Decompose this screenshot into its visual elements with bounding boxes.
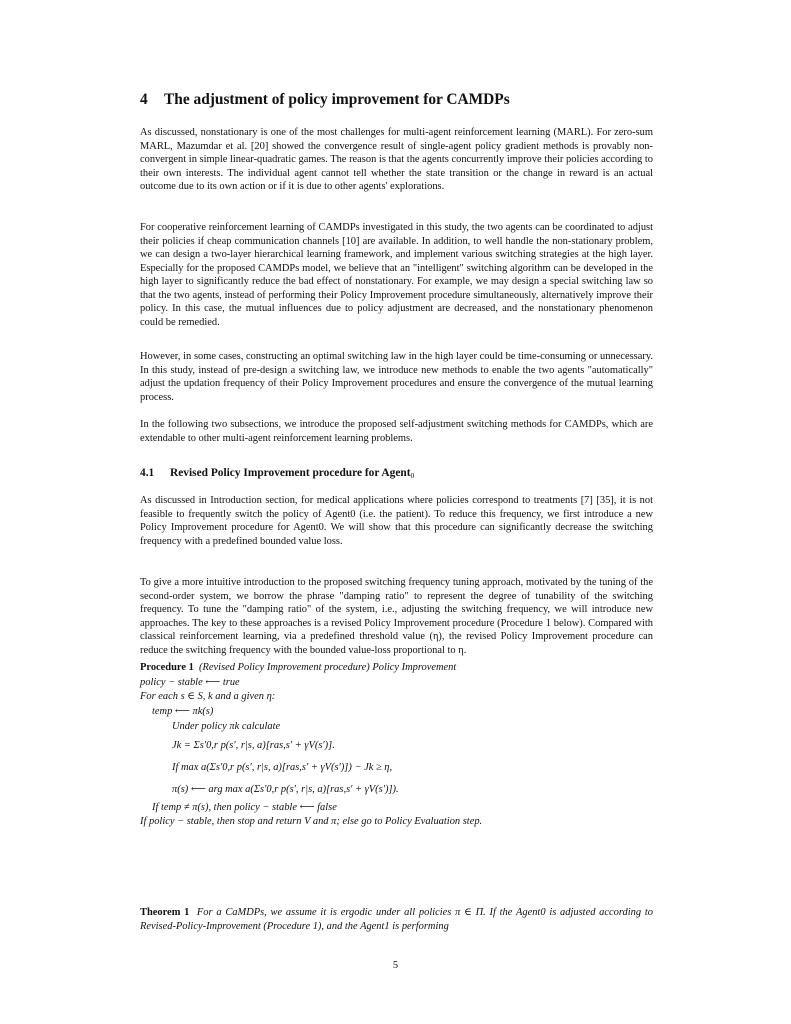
section-heading — [140, 91, 660, 109]
procedure-line: policy − stable ⟵ true — [140, 676, 240, 688]
page-number: 5 — [392, 960, 399, 971]
procedure-line: temp ⟵ πk(s) — [152, 706, 214, 718]
procedure-line: Under policy πk calculate — [172, 720, 281, 732]
paragraph-introduction: As discussed in Introduction section, for medical applications where policies correspond to treatments [7] [35], it is not feasible to frequently switch the policy of Agent0 (i.e. the patient). To reduce this frequency, we first introduce a new Policy Improvement procedure for Agent0. We will show that this procedure can significantly decrease the switching frequency with a predefined bounded value loss. — [140, 495, 653, 547]
theorem-block — [140, 906, 653, 934]
procedure-line: If temp ≠ π(s), then policy − stable ⟵ false — [152, 801, 337, 813]
procedure-label: Procedure 1 — [140, 662, 194, 673]
paragraph-intuitive: To give a more intuitive introduction to the proposed switching frequency tuning approach, motivated by the tuning of the second-order system, we borrow the phrase "damping ratio" to represent the degree of tunability of the switching frequency. To tune the "damping ratio" of the system, i.e., adjusting the switching frequency, we will introduce new approaches. The key to these approaches is a revised Policy Improvement procedure (Procedure 1 below). Compared with classical reinforcement learning, via a predefined threshold value (η), the revised Policy Improvement procedure can reduce the switching frequency with the bounded value-loss proportional to η. — [140, 577, 653, 656]
procedure-math-line: Jk = Σs′0,r p(s′, r|s, a)[ras,s′ + γV(s′)]. — [172, 739, 335, 751]
paragraph-nonstationary: As discussed, nonstationary is one of the most challenges for multi-agent reinforcement learning (MARL). For zero-sum MARL, Mazumdar et al. [20] showed the convergence result of single-agent policy gradient methods is provably non-convergent in simple linear-quadratic games. The reason is that the agents concurrently improve their policies according to their own interests. The individual agent cannot tell whether the state transition or the change in reward is an actual outcome due to its own action or if it is due to other agents' explorations. — [140, 127, 653, 193]
procedure-line: For each s ∈ S, k and a given η: — [140, 691, 276, 703]
procedure-caption: (Revised Policy Improvement procedure) Policy Improvement — [199, 662, 457, 673]
procedure-header — [140, 661, 660, 676]
paragraph-however: However, in some cases, constructing an optimal switching law in the high layer could be time-consuming or unnecessary. In this study, instead of pre-design a switching law, we introduce new methods to enable the two agents "automatically" adjust the updation frequency of their Policy Improvement procedures and ensure the convergence of the mutual learning process. — [140, 351, 653, 403]
subsection-subscript: 0 — [410, 471, 415, 480]
subsection-heading — [140, 466, 660, 483]
procedure-math-line: π(s) ⟵ arg max a(Σs′0,r p(s′, r|s, a)[ras,s′ + γV(s′)]). — [172, 783, 399, 795]
theorem-label: Theorem 1 — [140, 907, 190, 918]
paragraph-cooperative: For cooperative reinforcement learning of CAMDPs investigated in this study, the two agents can be coordinated to adjust their policies if cheap communication channels [10] are available. In addition, to well handle the non-stationary problem, we can design a two-layer hierarchical learning framework, and implement various switching strategies at the high layer. Especially for the proposed CAMDPs model, we believe that an "intelligent" switching algorithm can be developed in the high layer to significantly reduce the bad effect of nonstationary. For example, we may design a special switching law so that the two agents, instead of performing their Policy Improvement procedure simultaneously, alternatively improve their policy. In this case, the mutual influences due to policy adjustment are decreased, and the nonstationary phenomenon could be remedied. — [140, 222, 653, 328]
paragraph-following: In the following two subsections, we introduce the proposed self-adjustment switching methods for CAMDPs, which are extendable to other multi-agent reinforcement learning problems. — [140, 419, 653, 444]
section-title: The adjustment of policy improvement for CAMDPs — [164, 91, 510, 108]
section-number: 4 — [140, 91, 148, 108]
subsection-number: 4.1 — [140, 467, 155, 479]
theorem-text: For a CaMDPs, we assume it is ergodic under all policies π ∈ Π. If the Agent0 is adjusted according to Revised-Policy-Improvement (Procedure 1), and the Agent1 is performing — [140, 907, 653, 932]
procedure-line: If policy − stable, then stop and return V and π; else go to Policy Evaluation step. — [140, 816, 483, 828]
subsection-title: Revised Policy Improvement procedure for Agent — [170, 467, 411, 479]
procedure-block — [140, 661, 660, 830]
procedure-math-line: If max a(Σs′0,r p(s′, r|s, a)[ras,s′ + γV(s′)]) − Jk ≥ η, — [172, 761, 393, 773]
